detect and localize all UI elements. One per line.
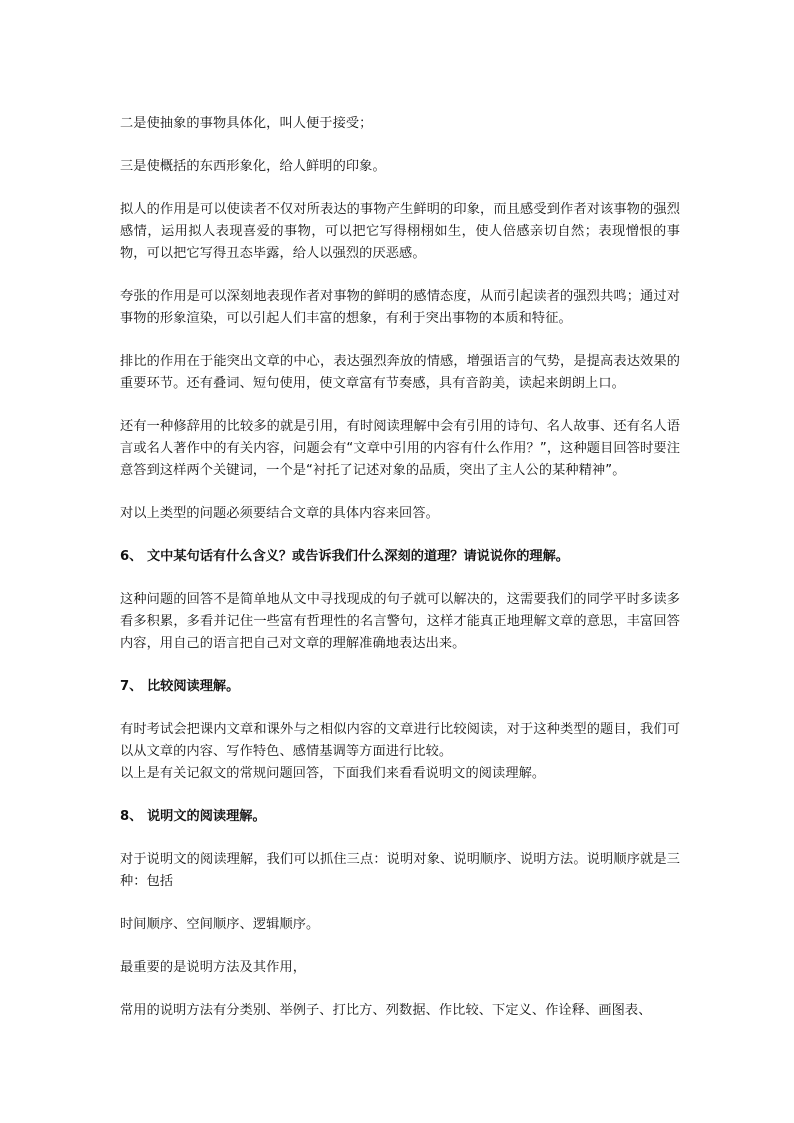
- paragraph: 二是使抽象的事物具体化，叫人便于接受；: [120, 116, 373, 131]
- paragraph: 夸张的作用是可以深刻地表现作者对事物的鲜明的感情态度，从而引起读者的强烈共鸣；通过对事物的形象渲染，可以引起人们丰富的想象，有利于突出事物的本质和特征。: [120, 289, 680, 326]
- paragraph: 时间顺序、空间顺序、逻辑顺序。: [120, 917, 320, 932]
- paragraph: 对以上类型的问题必须要结合文章的具体内容来回答。: [120, 506, 439, 521]
- paragraph: 拟人的作用是可以使读者不仅对所表达的事物产生鲜明的印象，而且感受到作者对该事物的强烈感情，运用拟人表现喜爱的事物，可以把它写得栩栩如生，使人倍感亲切自然；表现憎恨的事物，可以把它写得丑态毕露，给人以强烈的厌恶感。: [120, 202, 680, 261]
- paragraph: 以上是有关记叙文的常规问题回答，下面我们来看看说明文的阅读理解。: [120, 766, 546, 781]
- paragraph: 排比的作用在于能突出文章的中心，表达强烈奔放的情感，增强语言的气势，是提高表达效果的重要环节。还有叠词、短句使用，使文章富有节奏感，具有音韵美，读起来朗朗上口。: [120, 354, 680, 391]
- paragraph: 常用的说明方法有分类别、举例子、打比方、列数据、作比较、下定义、作诠释、画图表、: [120, 1003, 652, 1018]
- section-heading: 6、 文中某句话有什么含义？或告诉我们什么深刻的道理？请说说你的理解。: [120, 549, 569, 564]
- paragraph: 有时考试会把课内文章和课外与之相似内容的文章进行比较阅读，对于这种类型的题目，我们可以从文章的内容、写作特色、感情基调等方面进行比较。: [120, 722, 680, 759]
- document-body: [120, 113, 680, 1043]
- section-heading: 8、 说明文的阅读理解。: [120, 809, 266, 824]
- section-heading: 7、 比较阅读理解。: [120, 679, 240, 694]
- paragraph: 还有一种修辞用的比较多的就是引用，有时阅读理解中会有引用的诗句、名人故事、还有名人语言或名人著作中的有关内容，问题会有“文章中引用的内容有什么作用？”，这种题目回答时要注意答到这样两个关键词，一个是“衬托了记述对象的品质，突出了主人公的某种精神”。: [120, 419, 680, 478]
- paragraph: 这种问题的回答不是简单地从文中寻找现成的句子就可以解决的，这需要我们的同学平时多读多看多积累，多看并记住一些富有哲理性的名言警句，这样才能真正地理解文章的意思，丰富回答内容，用自己的语言把自己对文章的理解准确地表达出来。: [120, 592, 680, 651]
- paragraph: 对于说明文的阅读理解，我们可以抓住三点：说明对象、说明顺序、说明方法。说明顺序就是三种：包括: [120, 852, 680, 889]
- paragraph: 三是使概括的东西形象化，给人鲜明的印象。: [120, 159, 386, 174]
- paragraph: 最重要的是说明方法及其作用，: [120, 960, 307, 975]
